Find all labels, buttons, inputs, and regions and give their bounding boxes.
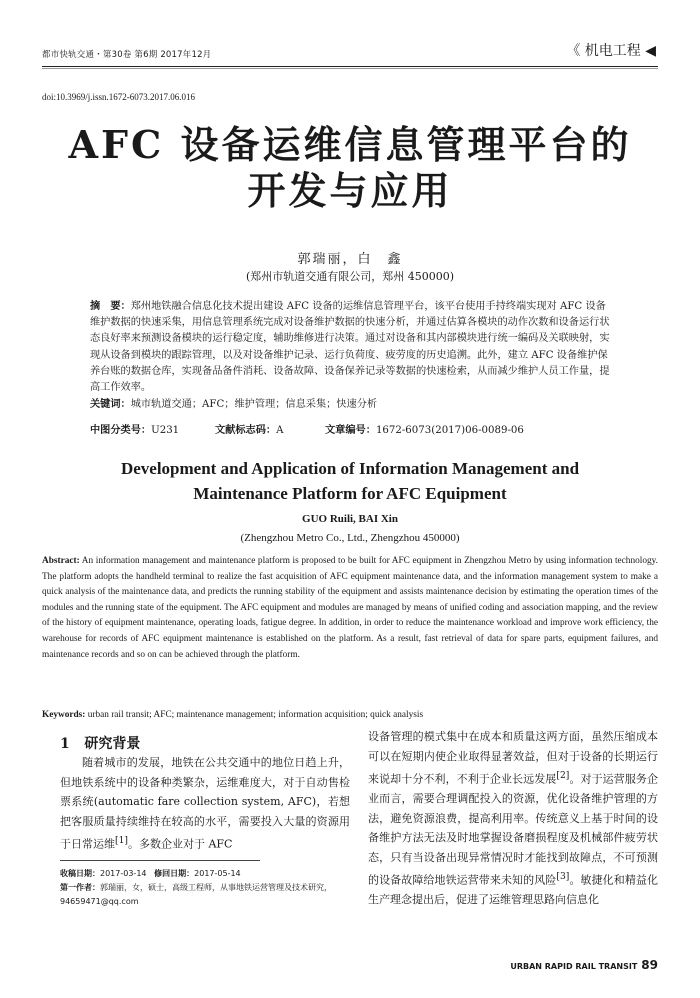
section-tag: 《 机电工程 ◀ bbox=[566, 43, 656, 59]
section-number: 1 bbox=[60, 736, 70, 752]
first-author-info: 郭瑞丽，女，硕士，高级工程师，从事地铁运营管理及技术研究，94659471@qq.com bbox=[60, 883, 332, 906]
body-text-right-2: 。对于运营服务企业而言，需要合理调配投入的资源，优化设备维护管理的方法，避免资源浪费，提高利用率。传统意义上基于时间的设备维护方法无法及时地掌握设备磨损程度及机械部件疲劳状态，只有当设备出现异常情况时才能找到故障点，不可预测的设备故障给地铁运营带来未知的风险 bbox=[368, 772, 659, 887]
page-number: 89 bbox=[641, 958, 658, 972]
title-cn-line-2: 开发与应用 bbox=[247, 168, 453, 213]
page-footer bbox=[510, 958, 658, 972]
keywords-cn-text: 城市轨道交通；AFC；维护管理；信息采集；快速分析 bbox=[130, 399, 378, 411]
abstract-en bbox=[42, 554, 658, 663]
body-text-left-2: 。多数企业对于 AFC bbox=[127, 837, 233, 851]
keywords-cn bbox=[90, 396, 610, 413]
title-en-line-2: Maintenance Platform for AFC Equipment bbox=[193, 484, 507, 503]
footnote-rule bbox=[60, 860, 260, 861]
keywords-cn-label: 关键词： bbox=[90, 398, 131, 411]
abstract-cn-text: 郑州地铁融合信息化技术提出建设 AFC 设备的运维信息管理平台，该平台使用手持终端实现对 AFC 设备维护数据的快速采集，用信息管理系统完成对设备维护数据的快速分析，并通过估算各模块的动作次数和设备运行状态良好率来预测设备模块的运行稳定度，辅助维修进行决策。通过对设备和其内部模块进行统一编码及关联映射，实现从设备到模块的跟踪管理，以及对设备维护记录、运行负荷度、疲劳度的历史追溯。此外，建立 AFC 设备维护保养台账的数据仓库，实现备品备件消耗、设备故障、设备保养记录等数据的快速检索，从而减少维护人员工作量，提高工作效率。 bbox=[90, 301, 610, 394]
first-author-label: 第一作者： bbox=[60, 883, 100, 892]
body-column-left bbox=[60, 753, 350, 854]
doi: doi:10.3969/j.issn.1672-6073.2017.06.016 bbox=[42, 92, 196, 102]
affiliation-en: (Zhengzhou Metro Co., Ltd., Zhengzhou 450000) bbox=[240, 532, 460, 544]
clc-label: 中图分类号： bbox=[90, 424, 152, 436]
article-no-value: 1672-6073(2017)06-0089-06 bbox=[375, 425, 524, 436]
doc-code-value: A bbox=[276, 425, 284, 436]
doc-code-label: 文献标志码： bbox=[215, 424, 277, 436]
clc-value: U231 bbox=[151, 425, 180, 436]
footnote-dates bbox=[60, 867, 360, 881]
revised-label: 修回日期： bbox=[154, 869, 195, 878]
section-heading bbox=[60, 733, 140, 753]
abstract-cn bbox=[90, 298, 610, 413]
body-text-left-1: 随着城市的发展，地铁在公共交通中的地位日趋上升，但地铁系统中的设备种类繁杂，运维难度大，对于自动售检票系统(automatic fare collection system, AFC)，若想把客服质量持续维持在较高的水平，需要投入大量的资源用于日常运维 bbox=[60, 756, 350, 851]
abstract-en-text: An information management and maintenance platform is proposed to be built for AFC equipment in Zhengzhou Metro by using information technology. The platform adopts the handheld terminal to realize the fast acquisition of AFC equipment maintenance data, and the information management system to make a quick analysis of the maintenance data, and predicts the running stability of the equipment and assists maintenance decision by estimating the operation times of the modules and the running state of the equipment. The AFC equipment and modules are managed by means of unified coding and association mapping, and the review of the history of equipment maintenance, operating loads, fatigue degree. In addition, in order to reduce the maintenance workload and improve work efficiency, the warehouse for records of AFC equipment maintenance is established on the platform. As a result, fast retrieval of data for spare parts, equipment failures, and maintenance records and so on can be achieved through the platform. bbox=[42, 556, 659, 660]
paper-title-en bbox=[40, 456, 660, 506]
body-column-right bbox=[368, 727, 658, 910]
article-no-label: 文章编号： bbox=[325, 424, 376, 436]
header-rule bbox=[42, 66, 658, 67]
received-date: 2017-03-14 bbox=[100, 869, 147, 878]
keywords-en-label: Keywords: bbox=[42, 710, 86, 720]
header-rule-thin bbox=[42, 68, 658, 69]
authors-en: GUO Ruili, BAI Xin bbox=[302, 513, 398, 525]
body-paragraph bbox=[60, 753, 350, 854]
abstract-cn-label: 摘 要： bbox=[90, 300, 131, 312]
paper-title-cn bbox=[40, 122, 660, 214]
title-en-line-1: Development and Application of Information Management and bbox=[120, 459, 580, 478]
affiliation-cn: (郑州市轨道交通有限公司，郑州 450000) bbox=[245, 270, 455, 283]
classification-line bbox=[90, 421, 610, 436]
footnote bbox=[60, 867, 360, 909]
citation: [2] bbox=[556, 770, 570, 781]
citation: [1] bbox=[115, 835, 128, 846]
keywords-en-text: urban rail transit; AFC; maintenance management; information acquisition; quick analysis bbox=[87, 710, 424, 720]
revised-date: 2017-05-14 bbox=[194, 869, 241, 878]
citation: [3] bbox=[556, 871, 570, 883]
received-label: 收稿日期： bbox=[60, 869, 100, 878]
footer-journal-name: URBAN RAPID RAIL TRANSIT bbox=[510, 962, 638, 971]
authors-cn: 郭瑞丽，白 鑫 bbox=[297, 252, 403, 267]
keywords-en bbox=[42, 710, 658, 720]
body-text-right-3: 。敏捷化和精益化生产理念提出后，促进了运维管理思路向信息化 bbox=[368, 873, 659, 907]
footnote-author bbox=[60, 881, 360, 909]
section-title: 研究背景 bbox=[84, 736, 141, 752]
abstract-en-label: Abstract: bbox=[42, 556, 80, 566]
journal-issue-line: 都市快轨交通・第30卷 第6期 2017年12月 bbox=[42, 50, 212, 60]
body-text-right-1: 设备管理的模式集中在成本和质量这两方面，虽然压缩成本可以在短期内使企业取得显著效益，但对于设备的长期运行来说却十分不利，不利于企业长远发展 bbox=[368, 730, 658, 786]
title-cn-line-1: AFC 设备运维信息管理平台的 bbox=[68, 122, 632, 167]
